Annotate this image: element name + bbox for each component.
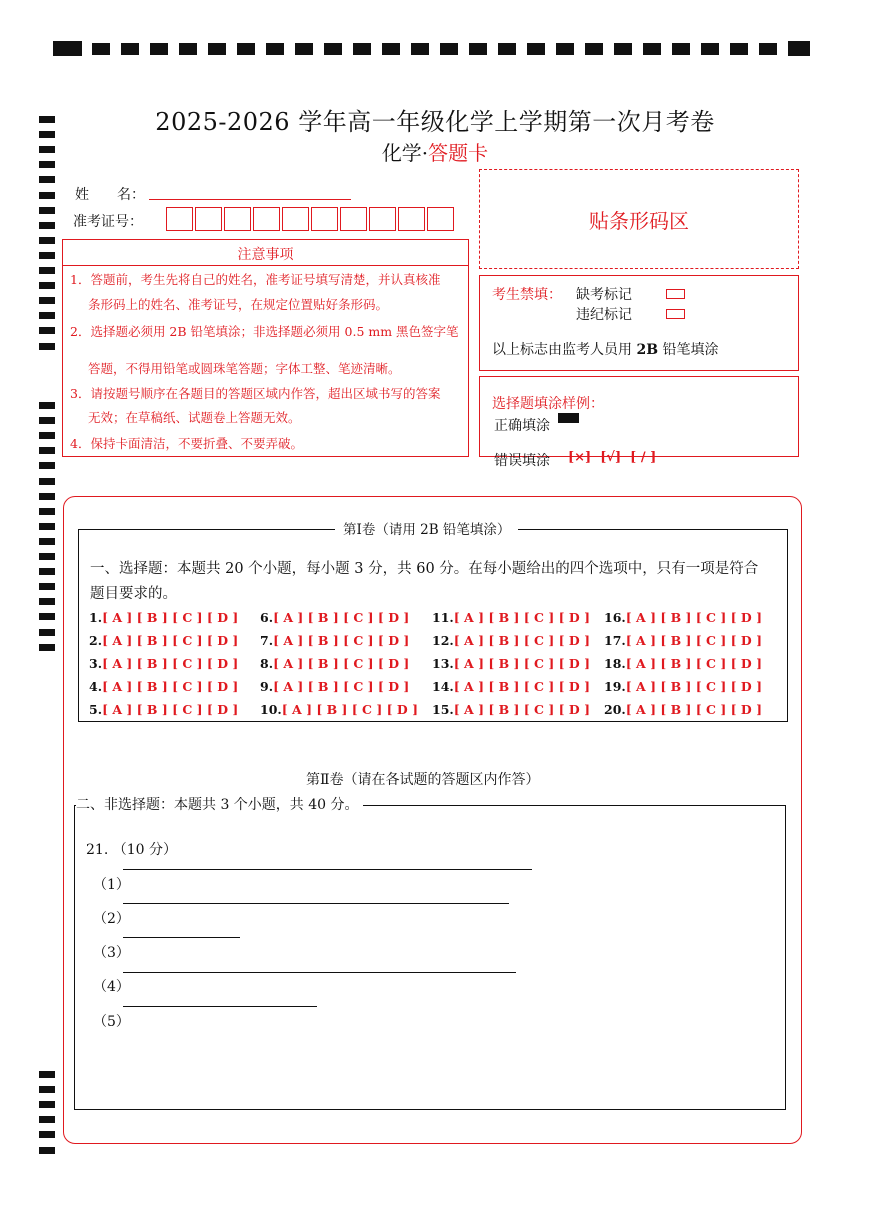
absent-label: 缺考标记 bbox=[576, 287, 632, 303]
id-digit-box[interactable] bbox=[282, 207, 309, 231]
answer-options[interactable]: [ A ] [ B ] [ C ] [ D ] bbox=[273, 679, 410, 694]
timing-mark bbox=[39, 297, 55, 304]
part2-instruction: 二、非选择题：本题共 3 个小题，共 40 分。 bbox=[76, 794, 363, 814]
choice-question[interactable] bbox=[260, 633, 409, 648]
notice-title: 注意事项 bbox=[237, 247, 294, 263]
timing-mark bbox=[39, 327, 55, 334]
name-field[interactable] bbox=[149, 182, 351, 200]
question-number: 14. bbox=[432, 679, 454, 694]
question-number: 8. bbox=[260, 656, 274, 671]
wrong-fill-samples: [×] [√] [ / ] bbox=[568, 450, 657, 465]
answer-options[interactable]: [ A ] [ B ] [ C ] [ D ] bbox=[453, 702, 590, 717]
timing-mark bbox=[39, 1071, 55, 1078]
timing-mark bbox=[39, 402, 55, 409]
timing-mark bbox=[39, 282, 55, 289]
proctor-note bbox=[492, 339, 718, 359]
part1-instruction-1: 一、选择题：本题共 20 个小题，每小题 3 分，共 60 分。在每小题给出的四个选项中，只有一项是符合 bbox=[90, 561, 759, 577]
name-label: 姓 名： bbox=[75, 187, 145, 203]
notice-line-6: 无效；在草稿纸、试题卷上答题无效。 bbox=[88, 410, 301, 425]
subtitle-subject: 化学· bbox=[381, 141, 429, 165]
proctor-box bbox=[479, 275, 799, 371]
timing-mark bbox=[39, 417, 55, 424]
timing-mark bbox=[39, 538, 55, 545]
timing-mark bbox=[39, 462, 55, 469]
timing-mark bbox=[39, 343, 55, 350]
timing-mark bbox=[39, 644, 55, 651]
timing-mark bbox=[39, 478, 55, 485]
q21-sub-2: （2） bbox=[93, 911, 130, 927]
question-number: 4. bbox=[89, 679, 103, 694]
part2-heading: 第Ⅱ卷（请在各试题的答题区内作答） bbox=[306, 772, 540, 788]
id-label: 准考证号： bbox=[73, 214, 143, 230]
answer-options[interactable]: [ A ] [ B ] [ C ] [ D ] bbox=[625, 702, 762, 717]
timing-mark bbox=[39, 207, 55, 214]
notice-title-box bbox=[62, 239, 469, 266]
question-number: 20. bbox=[604, 702, 626, 717]
proctor-note-bold: 2B bbox=[636, 342, 659, 358]
proctor-note-prefix: 以上标志由监考人员用 bbox=[492, 342, 637, 358]
choice-question[interactable] bbox=[432, 702, 590, 717]
proctor-note-suffix: 铅笔填涂 bbox=[658, 342, 719, 358]
question-number: 7. bbox=[260, 633, 274, 648]
timing-mark bbox=[39, 432, 55, 439]
question-number: 17. bbox=[604, 633, 626, 648]
id-digit-box[interactable] bbox=[253, 207, 280, 231]
choice-question[interactable] bbox=[260, 656, 409, 671]
q21-label: 21. （10 分） bbox=[86, 842, 177, 858]
q21-sub-4: （4） bbox=[93, 979, 130, 995]
answer-line-2[interactable] bbox=[123, 903, 509, 904]
timing-mark bbox=[39, 312, 55, 319]
correct-fill-sample bbox=[558, 413, 579, 423]
choice-question[interactable] bbox=[432, 610, 590, 625]
choice-question[interactable] bbox=[89, 679, 238, 694]
timing-mark bbox=[39, 598, 55, 605]
fill-example-box bbox=[479, 376, 799, 469]
question-number: 6. bbox=[260, 610, 274, 625]
timing-mark bbox=[39, 222, 55, 229]
choice-question[interactable] bbox=[432, 656, 590, 671]
choice-question[interactable] bbox=[260, 679, 409, 694]
notice-line-5: 3．请按题号顺序在各题目的答题区域内作答，超出区域书写的答案 bbox=[70, 386, 441, 401]
choice-question[interactable] bbox=[89, 702, 238, 717]
violation-label: 违纪标记 bbox=[576, 307, 632, 323]
question-number: 3. bbox=[89, 656, 103, 671]
id-digit-box[interactable] bbox=[340, 207, 367, 231]
choice-question[interactable] bbox=[89, 610, 238, 625]
notice-line-1: 1．答题前，考生先将自己的姓名，准考证号填写清楚，并认真核准 bbox=[70, 272, 441, 287]
question-number: 2. bbox=[89, 633, 103, 648]
answer-line-5[interactable] bbox=[123, 1006, 317, 1007]
absent-mark-box[interactable] bbox=[666, 289, 685, 299]
id-digit-box[interactable] bbox=[311, 207, 338, 231]
answer-options[interactable]: [ A ] [ B ] [ C ] [ D ] bbox=[273, 633, 410, 648]
id-digit-box[interactable] bbox=[369, 207, 396, 231]
choice-question[interactable] bbox=[260, 610, 409, 625]
answer-options[interactable]: [ A ] [ B ] [ C ] [ D ] bbox=[625, 610, 762, 625]
timing-mark bbox=[39, 237, 55, 244]
timing-mark bbox=[39, 568, 55, 575]
answer-line-3[interactable] bbox=[123, 937, 240, 938]
id-digit-box[interactable] bbox=[224, 207, 251, 231]
choice-question[interactable] bbox=[89, 633, 238, 648]
question-number: 9. bbox=[260, 679, 274, 694]
subtitle-card: 答题卡 bbox=[428, 141, 489, 165]
answer-options[interactable]: [ A ] [ B ] [ C ] [ D ] bbox=[273, 610, 410, 625]
question-number: 15. bbox=[432, 702, 454, 717]
timing-mark bbox=[39, 176, 55, 183]
fill-example-title: 选择题填涂样例： bbox=[492, 396, 604, 412]
q21-sub-3: （3） bbox=[93, 945, 130, 961]
answer-options[interactable]: [ A ] [ B ] [ C ] [ D ] bbox=[453, 679, 590, 694]
notice-line-2: 条形码上的姓名、准考证号，在规定位置贴好条形码。 bbox=[88, 297, 389, 312]
wrong-fill-label: 错误填涂 bbox=[494, 453, 550, 469]
answer-options[interactable]: [ A ] [ B ] [ C ] [ D ] bbox=[281, 702, 418, 717]
choice-question[interactable] bbox=[89, 656, 238, 671]
answer-line-4[interactable] bbox=[123, 972, 516, 973]
part1-instruction-2: 题目要求的。 bbox=[90, 586, 177, 602]
id-digit-box[interactable] bbox=[427, 207, 454, 231]
timing-mark bbox=[39, 252, 55, 259]
answer-options[interactable]: [ A ] [ B ] [ C ] [ D ] bbox=[453, 656, 590, 671]
question-number: 5. bbox=[89, 702, 103, 717]
question-number: 10. bbox=[260, 702, 282, 717]
choice-question[interactable] bbox=[604, 656, 762, 671]
correct-fill-label: 正确填涂 bbox=[494, 418, 550, 434]
answer-options[interactable]: [ A ] [ B ] [ C ] [ D ] bbox=[625, 656, 762, 671]
answer-options[interactable]: [ A ] [ B ] [ C ] [ D ] bbox=[102, 679, 239, 694]
timing-mark bbox=[39, 267, 55, 274]
answer-options[interactable]: [ A ] [ B ] [ C ] [ D ] bbox=[102, 702, 239, 717]
answer-options[interactable]: [ A ] [ B ] [ C ] [ D ] bbox=[453, 633, 590, 648]
answer-options[interactable]: [ A ] [ B ] [ C ] [ D ] bbox=[102, 656, 239, 671]
barcode-label: 贴条形码区 bbox=[589, 209, 689, 233]
question-number: 19. bbox=[604, 679, 626, 694]
q21-sub-1: （1） bbox=[93, 877, 130, 893]
part2-box bbox=[74, 805, 786, 1110]
choice-question[interactable] bbox=[604, 610, 762, 625]
part1-heading: 第Ⅰ卷（请用 2B 铅笔填涂） bbox=[335, 518, 518, 538]
timing-mark bbox=[39, 1131, 55, 1138]
timing-mark bbox=[39, 192, 55, 199]
timing-mark bbox=[39, 1147, 55, 1154]
timing-mark bbox=[39, 553, 55, 560]
answer-options[interactable]: [ A ] [ B ] [ C ] [ D ] bbox=[625, 633, 762, 648]
choice-question[interactable] bbox=[604, 633, 762, 648]
question-number: 13. bbox=[432, 656, 454, 671]
notice-line-7: 4．保持卡面清洁，不要折叠、不要弄破。 bbox=[70, 436, 303, 451]
notice-line-4: 答题，不得用铅笔或圆珠笔答题；字体工整、笔迹清晰。 bbox=[88, 361, 401, 376]
question-number: 1. bbox=[89, 610, 103, 625]
timing-mark bbox=[39, 629, 55, 636]
question-number: 12. bbox=[432, 633, 454, 648]
id-digit-box[interactable] bbox=[166, 207, 193, 231]
page-title: 2025-2026 学年高一年级化学上学期第一次月考卷 bbox=[155, 108, 715, 136]
proctor-label: 考生禁填： bbox=[492, 287, 562, 303]
question-number: 11. bbox=[432, 610, 454, 625]
id-digit-box[interactable] bbox=[398, 207, 425, 231]
choice-question[interactable] bbox=[604, 702, 762, 717]
page-subtitle bbox=[0, 137, 870, 166]
answer-options[interactable]: [ A ] [ B ] [ C ] [ D ] bbox=[625, 679, 762, 694]
answer-options[interactable]: [ A ] [ B ] [ C ] [ D ] bbox=[102, 610, 239, 625]
timing-mark bbox=[39, 1101, 55, 1108]
question-number: 18. bbox=[604, 656, 626, 671]
answer-options[interactable]: [ A ] [ B ] [ C ] [ D ] bbox=[273, 656, 410, 671]
choice-question[interactable] bbox=[432, 679, 590, 694]
notice-line-3: 2．选择题必须用 2B 铅笔填涂；非选择题必须用 0.5 mm 黑色签字笔 bbox=[70, 324, 459, 339]
id-digit-box[interactable] bbox=[195, 207, 222, 231]
barcode-area bbox=[479, 169, 799, 269]
timing-mark bbox=[39, 523, 55, 530]
question-number: 16. bbox=[604, 610, 626, 625]
choice-question[interactable] bbox=[604, 679, 762, 694]
answer-options[interactable]: [ A ] [ B ] [ C ] [ D ] bbox=[453, 610, 590, 625]
top-timing-marks bbox=[53, 41, 817, 56]
timing-mark bbox=[39, 613, 55, 620]
timing-mark bbox=[39, 508, 55, 515]
choice-question[interactable] bbox=[260, 702, 418, 717]
timing-mark bbox=[39, 1086, 55, 1093]
answer-options[interactable]: [ A ] [ B ] [ C ] [ D ] bbox=[102, 633, 239, 648]
timing-mark bbox=[39, 583, 55, 590]
choice-question[interactable] bbox=[432, 633, 590, 648]
timing-mark bbox=[39, 1116, 55, 1123]
violation-mark-box[interactable] bbox=[666, 309, 685, 319]
timing-mark bbox=[39, 447, 55, 454]
answer-line-1[interactable] bbox=[123, 869, 532, 870]
q21-sub-5: （5） bbox=[93, 1014, 130, 1030]
timing-mark bbox=[39, 493, 55, 500]
